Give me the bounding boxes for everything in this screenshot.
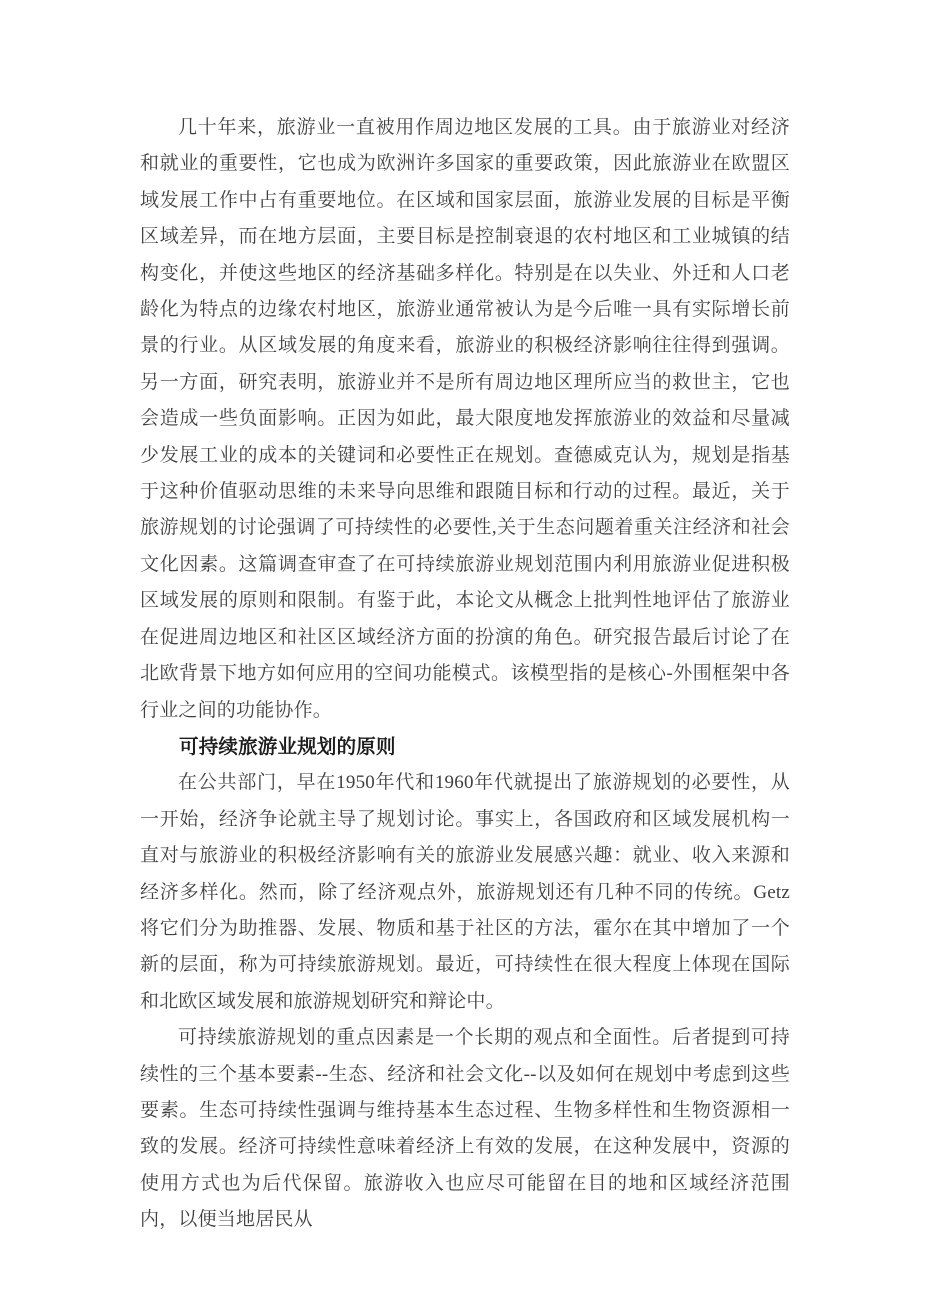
document-body — [140, 110, 790, 1239]
paragraph-tourism-regional-development: 几十年来，旅游业一直被用作周边地区发展的工具。由于旅游业对经济和就业的重要性，它也成为欧洲许多国家的重要政策，因此旅游业在欧盟区域发展工作中占有重要地位。在区域和国家层面，旅游业发展的目标是平衡区域差异，而在地方层面，主要目标是控制衰退的农村地区和工业城镇的结构变化，并使这些地区的经济基础多样化。特别是在以失业、外迁和人口老龄化为特点的边缘农村地区，旅游业通常被认为是今后唯一具有实际增长前景的行业。从区域发展的角度来看，旅游业的积极经济影响往往得到强调。另一方面，研究表明，旅游业并不是所有周边地区理所应当的救世主，它也会造成一些负面影响。正因为如此，最大限度地发挥旅游业的效益和尽量减少发展工业的成本的关键词和必要性正在规划。查德威克认为，规划是指基于这种价值驱动思维的未来导向思维和跟随目标和行动的过程。最近，关于旅游规划的讨论强调了可持续性的必要性,关于生态问题着重关注经济和社会文化因素。这篇调查审查了在可持续旅游业规划范围内利用旅游业促进积极区域发展的原则和限制。有鉴于此，本论文从概念上批判性地评估了旅游业在促进周边地区和社区区域经济方面的扮演的角色。研究报告最后讨论了在北欧背景下地方如何应用的空间功能模式。该模型指的是核心-外围框架中各行业之间的功能协作。 — [140, 117, 790, 721]
section-heading-sustainable-tourism-principles: 可持续旅游业规划的原则 — [179, 735, 396, 758]
paragraph-public-sector-planning-traditions: 在公共部门，早在1950年代和1960年代就提出了旅游规划的必要性，从一开始，经济争论就主导了规划讨论。事实上，各国政府和区域发展机构一直对与旅游业的积极经济影响有关的旅游业发展感兴趣：就业、收入来源和经济多样化。然而，除了经济观点外，旅游规划还有几种不同的传统。Getz 将它们分为助推器、发展、物质和基于社区的方法，霍尔在其中增加了一个新的层面，称为可持续旅游规划。最近，可持续性在很大程度上体现在国际和北欧区域发展和旅游规划研究和辩论中。 — [140, 772, 790, 1012]
paragraph-sustainability-key-elements: 可持续旅游规划的重点因素是一个长期的观点和全面性。后者提到可持续性的三个基本要素--生态、经济和社会文化--以及如何在规划中考虑到这些要素。生态可持续性强调与维持基本生态过程、生物多样性和生物资源相一致的发展。经济可持续性意味着经济上有效的发展，在这种发展中，资源的使用方式也为后代保留。旅游收入也应尽可能留在目的地和区域经济范围内，以便当地居民从 — [140, 1027, 790, 1231]
